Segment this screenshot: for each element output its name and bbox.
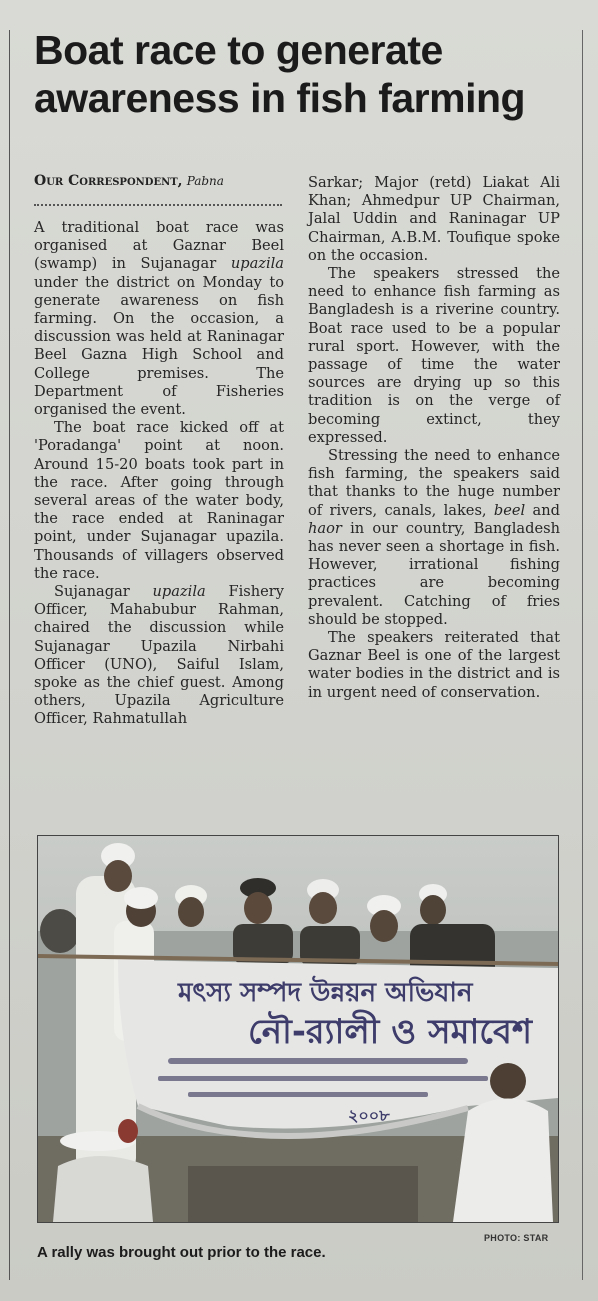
byline-divider [34,204,282,206]
photo-credit: PHOTO: STAR [484,1233,549,1243]
paragraph-1: A traditional boat race was organised at Gaznar Beel (swamp) in Sujanagar upazila under the district on Monday to generate awareness on fish farming. On the occasion, a discussion was held at Raninagar Beel Gazna High School and College premises. The Department of Fisheries organised the event. [34,219,284,419]
paragraph-3: Sujanagar upazila Fishery Officer, Mahabubur Rahman, chaired the discussion while Sujanagar Upazila Nirbahi Officer (UNO), Saiful Islam, spoke as the chief guest. Among others, Upazila Agriculture Officer, Rahmatullah [34,583,284,728]
article-column-2 [308,174,560,702]
byline-correspondent: Our Correspondent, [34,173,183,189]
photo-caption: A rally was brought out prior to the race. [37,1244,326,1261]
rally-photo [37,835,559,1223]
paragraph-6: The speakers reiterated that Gaznar Beel is one of the largest water bodies in the district and is in urgent need of conservation. [308,629,560,701]
byline [34,173,284,189]
column-rule-right [582,30,583,1280]
banner-line-2: নৌ-র‍্যালী ও সমাবেশ [248,1012,533,1052]
paragraph-5: Stressing the need to enhance fish farming, the speakers said that thanks to the huge number of rivers, canals, lakes, beel and haor in our country, Bangladesh has never seen a shortage in fish. However, irrational fishing practices are becoming prevalent. Catching of fries should be stopped. [308,447,560,628]
article-column-1 [34,219,284,729]
banner-year: ২০০৮ [348,1106,390,1125]
column-rule-left [9,30,10,1280]
headline: Boat race to generate awareness in fish farming [34,27,526,121]
byline-place: Pabna [186,174,224,188]
paragraph-2: The boat race kicked off at 'Poradanga' point at noon. Around 15-20 boats took part in the race. After going through several areas of the water body, the race ended at Raninagar point, under Sujanagar upazila. Thousands of villagers observed the race. [34,419,284,582]
paragraph-3-continued: Sarkar; Major (retd) Liakat Ali Khan; Ahmedpur UP Chairman, Jalal Uddin and Raninagar UP Chairman, A.B.M. Toufique spoke on the occasion. [308,174,560,264]
banner-line-1: মৎস্য সম্পদ উন্নয়ন অভিযান [178,978,473,1008]
paragraph-4: The speakers stressed the need to enhance fish farming as Bangladesh is a riverine country. Boat race used to be a popular rural sport. However, with the passage of time the water sources are drying up so this tradition is on the verge of becoming extinct, they expressed. [308,265,560,446]
